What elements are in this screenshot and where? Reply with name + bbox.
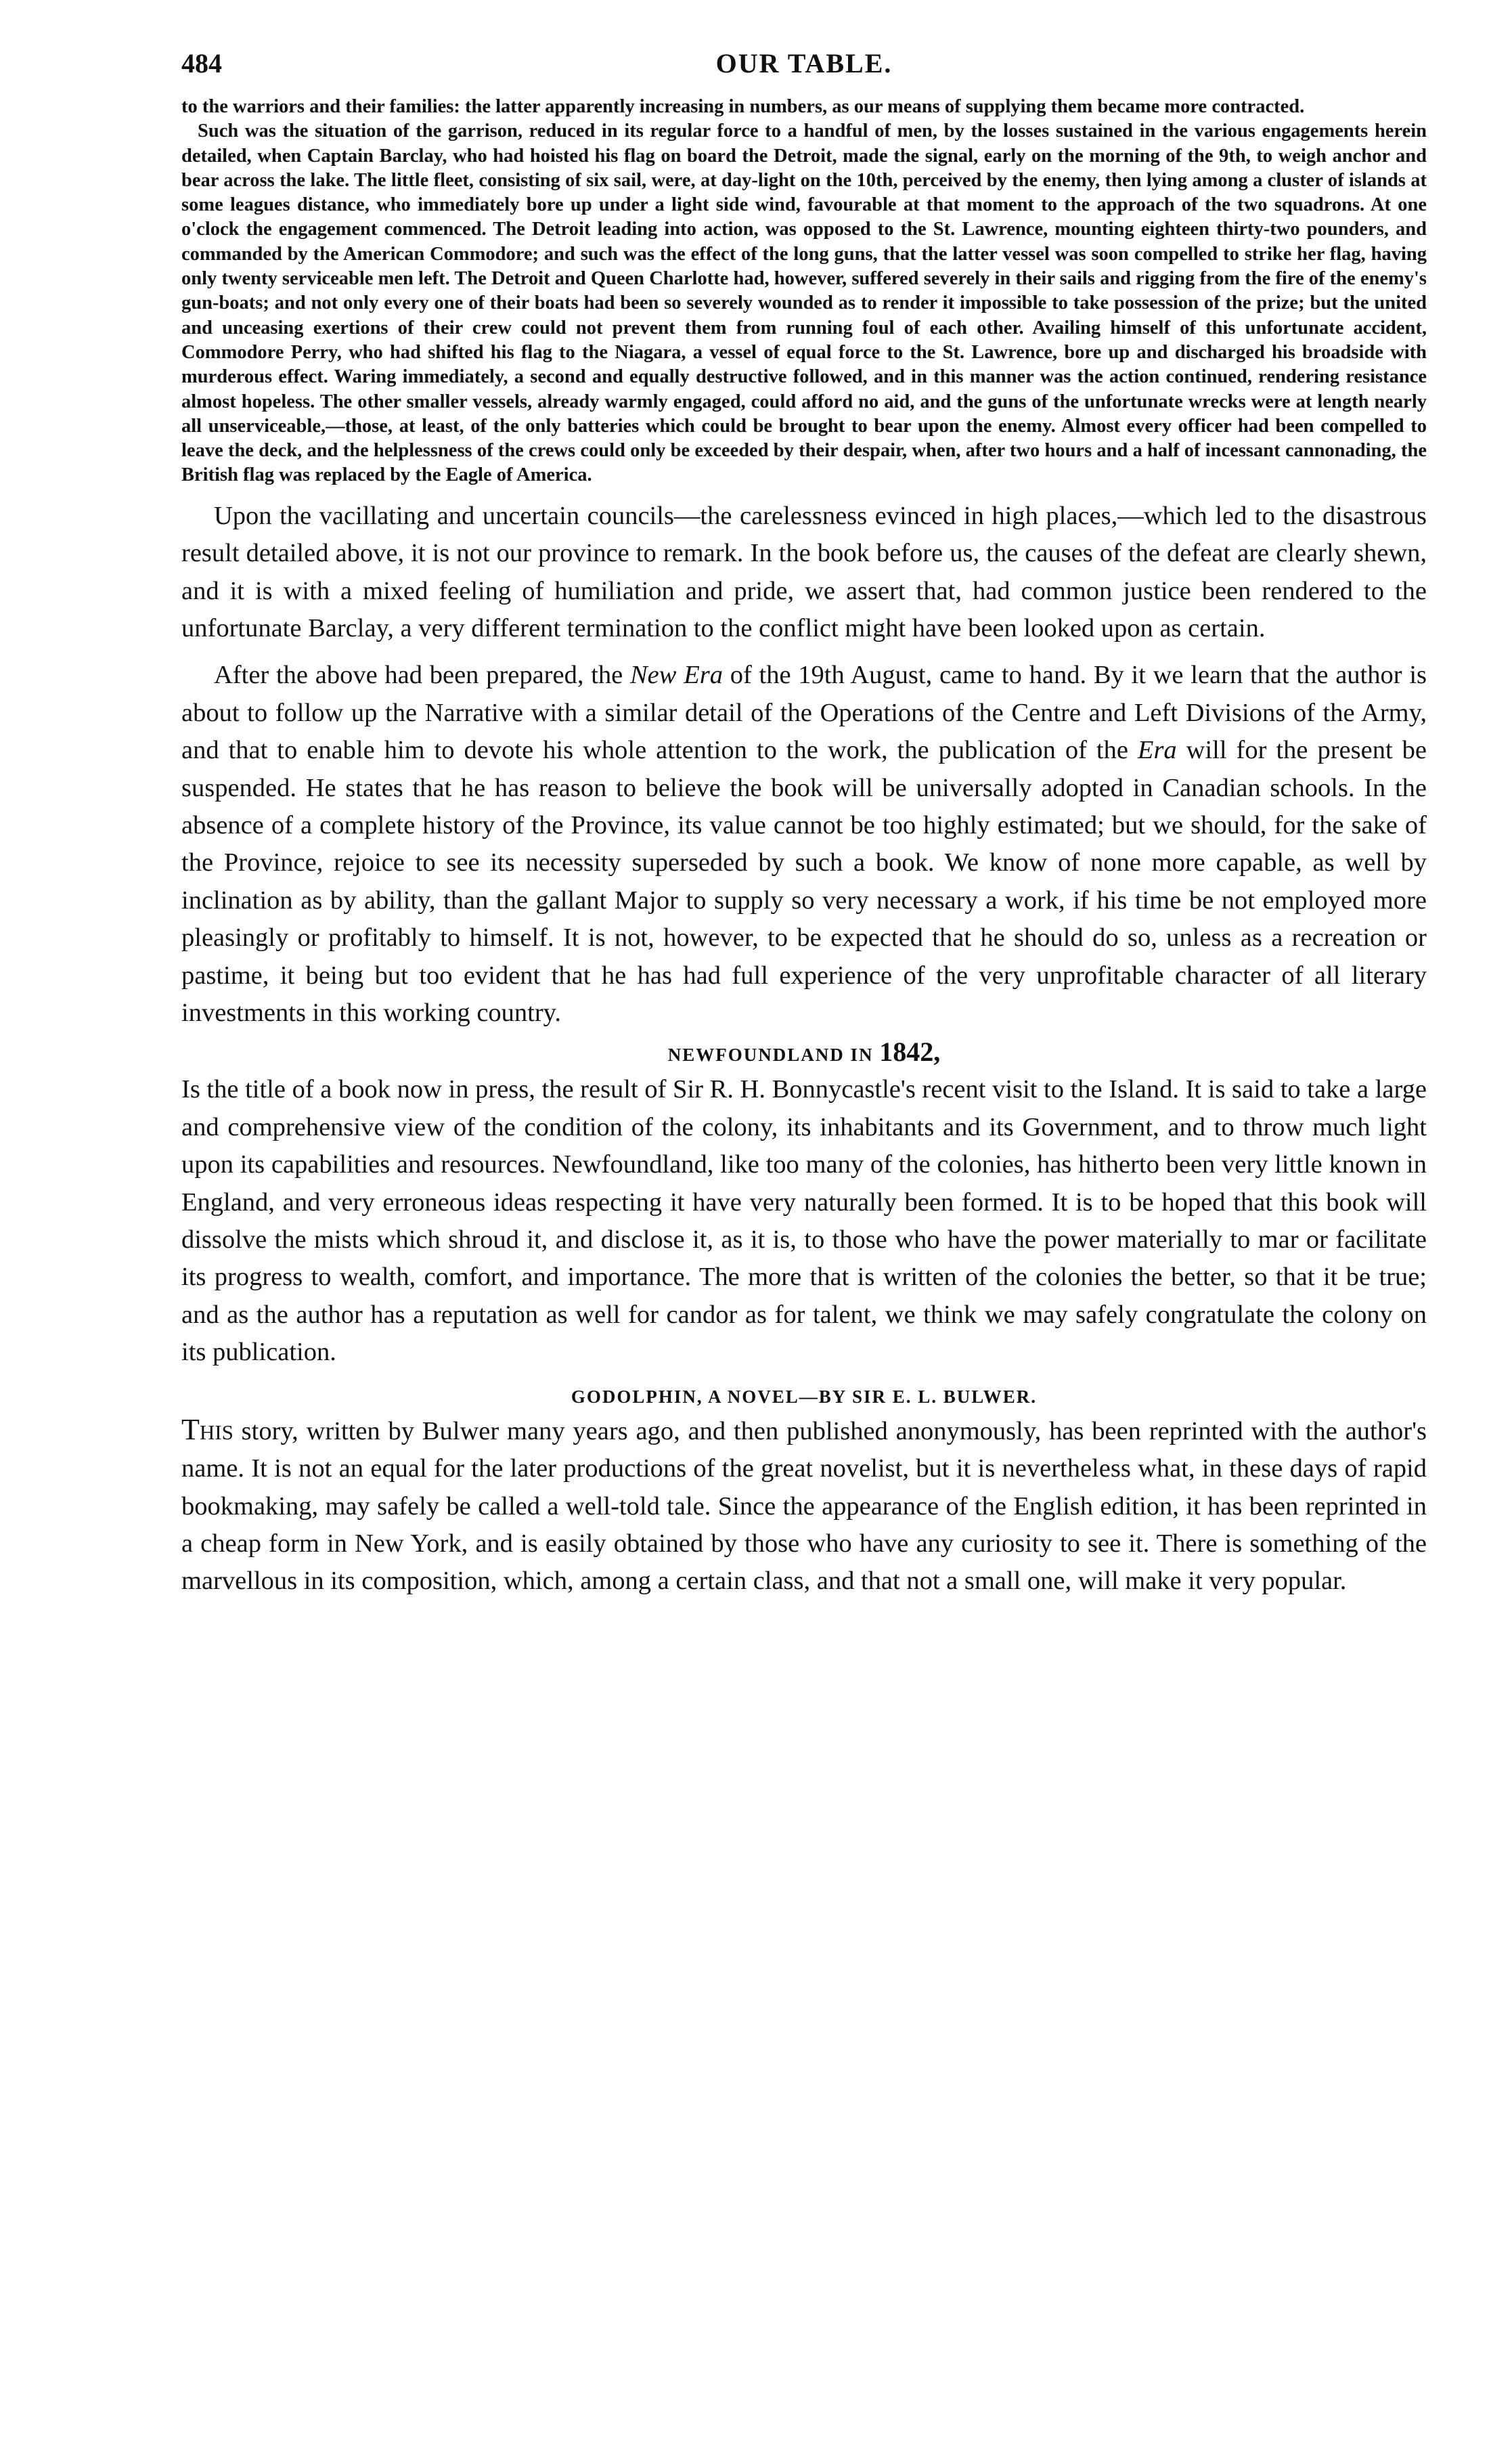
godolphin-paragraph <box>181 1411 1427 1600</box>
newfoundland-heading-year: 1842, <box>879 1036 941 1068</box>
page-header <box>181 47 1427 95</box>
review-paragraph-2 <box>181 657 1427 1032</box>
godolphin-lead-word: This <box>181 1412 234 1446</box>
newfoundland-paragraph: Is the title of a book now in press, the result of Sir R. H. Bonnycastle's recent visit to the Island. It is said to take a large and comprehensive view of the condition of the colony, its inhabitants and its Government, and to throw much light upon its capabilities and resources. Newfoundland, like too many of the colonies, has hitherto been very little known in England, and very erroneous ideas respecting it have very naturally been formed. It is to be hoped that this book will dissolve the mists which shroud it, and disclose it, as it is, to those who have the power materially to mar or facilitate its progress to wealth, comfort, and importance. The more that is written of the colonies the better, so that it be true; and as the author has a reputation as well for candor as for talent, we think we may safely congratulate the colony on its publication. <box>181 1075 1427 1367</box>
page-number: 484 <box>181 48 222 79</box>
review-paragraph-2-start: After the above had been prepared, the <box>214 661 630 690</box>
era-title: Era <box>1137 736 1177 765</box>
new-era-title: New Era <box>630 661 723 690</box>
running-head: OUR TABLE. <box>715 48 893 79</box>
newfoundland-heading <box>181 1036 1427 1068</box>
review-paragraph-1: Upon the vacillating and uncertain councils—the carelessness evinced in high places,—which led to the disastrous result detailed above, it is not our province to remark. In the book before us, the causes of the defeat are clearly shewn, and it is with a mixed feeling of humiliation and pride, we assert that, had common justice been rendered to the unfortunate Barclay, a very different termination to the conflict might have been looked upon as certain. <box>181 501 1427 642</box>
godolphin-paragraph-text: story, written by Bulwer many years ago, and then published anonymously, has been reprinted with the author's name. It is not an equal for the later productions of the great novelist, but it is nevertheless what, in these days of rapid bookmaking, may safely be called a well-told tale. Since the appearance of the English edition, it has been reprinted in a cheap form in New York, and is easily obtained by those who have any curiosity to see it. There is something of the marvellous in its composition, which, among a certain class, and that not a small one, will make it very popular. <box>181 1416 1427 1596</box>
extract-paragraph-1: to the warriors and their families: the latter apparently increasing in numbers, as our means of supplying them became more contracted. <box>181 96 1305 117</box>
extract-paragraph-2: Such was the situation of the garrison, reduced in its regular force to a handful of men, by the losses sustained in the various engagements herein detailed, when Captain Barclay, who had hoisted his flag on board the Detroit, made the signal, early on the morning of the 9th, to weigh anchor and bear across the lake. The little fleet, consisting of six sail, were, at day-light on the 10th, perceived by the enemy, then lying among a cluster of islands at some leagues distance, who immediately bore up under a light side wind, favourable at that moment to the approach of the two squadrons. At one o'clock the engagement commenced. The Detroit leading into action, was opposed to the St. Lawrence, mounting eighteen thirty-two pounders, and commanded by the American Commodore; and such was the effect of the long guns, that the latter vessel was soon compelled to strike her flag, having only twenty serviceable men left. The Detroit and Queen Charlotte had, however, suffered severely in their sails and rigging from the fire of the enemy's gun-boats; and not only every one of their boats had been so severely wounded as to render it impossible to take possession of the prize; but the united and unceasing exertions of their crew could not prevent them from running foul of each other. Availing himself of this unfortunate accident, Commodore Perry, who had shifted his flag to the Niagara, a vessel of equal force to the St. Lawrence, bore up and discharged his broadside with murderous effect. Waring immediately, a second and equally destructive followed, and in this manner was the action continued, rendering resistance almost hopeless. The other smaller vessels, already warmly engaged, could afford no aid, and the guns of the unfortunate wrecks were at length nearly all unserviceable,—those, at least, of the only batteries which could be brought to bear upon the enemy. Almost every officer had been compelled to leave the deck, and the helplessness of the crews could only be exceeded by their despair, when, after two hours and a half of incessant cannonading, the British flag was replaced by the Eagle of America. <box>181 121 1427 486</box>
review-paragraph-2-middle: of the 19th August, came to hand. By it we learn that the author is about to follow up the Narrative with a similar detail of the Operations of the Centre and Left Divisions of the Army, and that to enable him to devote his whole attention to the work, the publication of the <box>181 661 1427 765</box>
godolphin-heading: GODOLPHIN, A NOVEL—BY SIR E. L. BULWER. <box>571 1386 1038 1407</box>
review-paragraph-2-end: will for the present be suspended. He states that he has reason to believe the book will be universally adopted in Canadian schools. In the absence of a complete history of the Province, its value cannot be too highly estimated; but we should, for the sake of the Province, rejoice to see its necessity superseded by such a book. We know of none more capable, as well by inclination as by ability, than the gallant Major to supply so very necessary a work, if his time be not employed more pleasingly or profitably to himself. It is not, however, to be expected that he should do so, unless as a recreation or pastime, it being but too evident that he has had full experience of the very unprofitable character of all literary investments in this working country. <box>181 736 1427 1028</box>
newfoundland-heading-text: NEWFOUNDLAND IN <box>667 1045 880 1066</box>
book-page <box>181 47 1427 1600</box>
